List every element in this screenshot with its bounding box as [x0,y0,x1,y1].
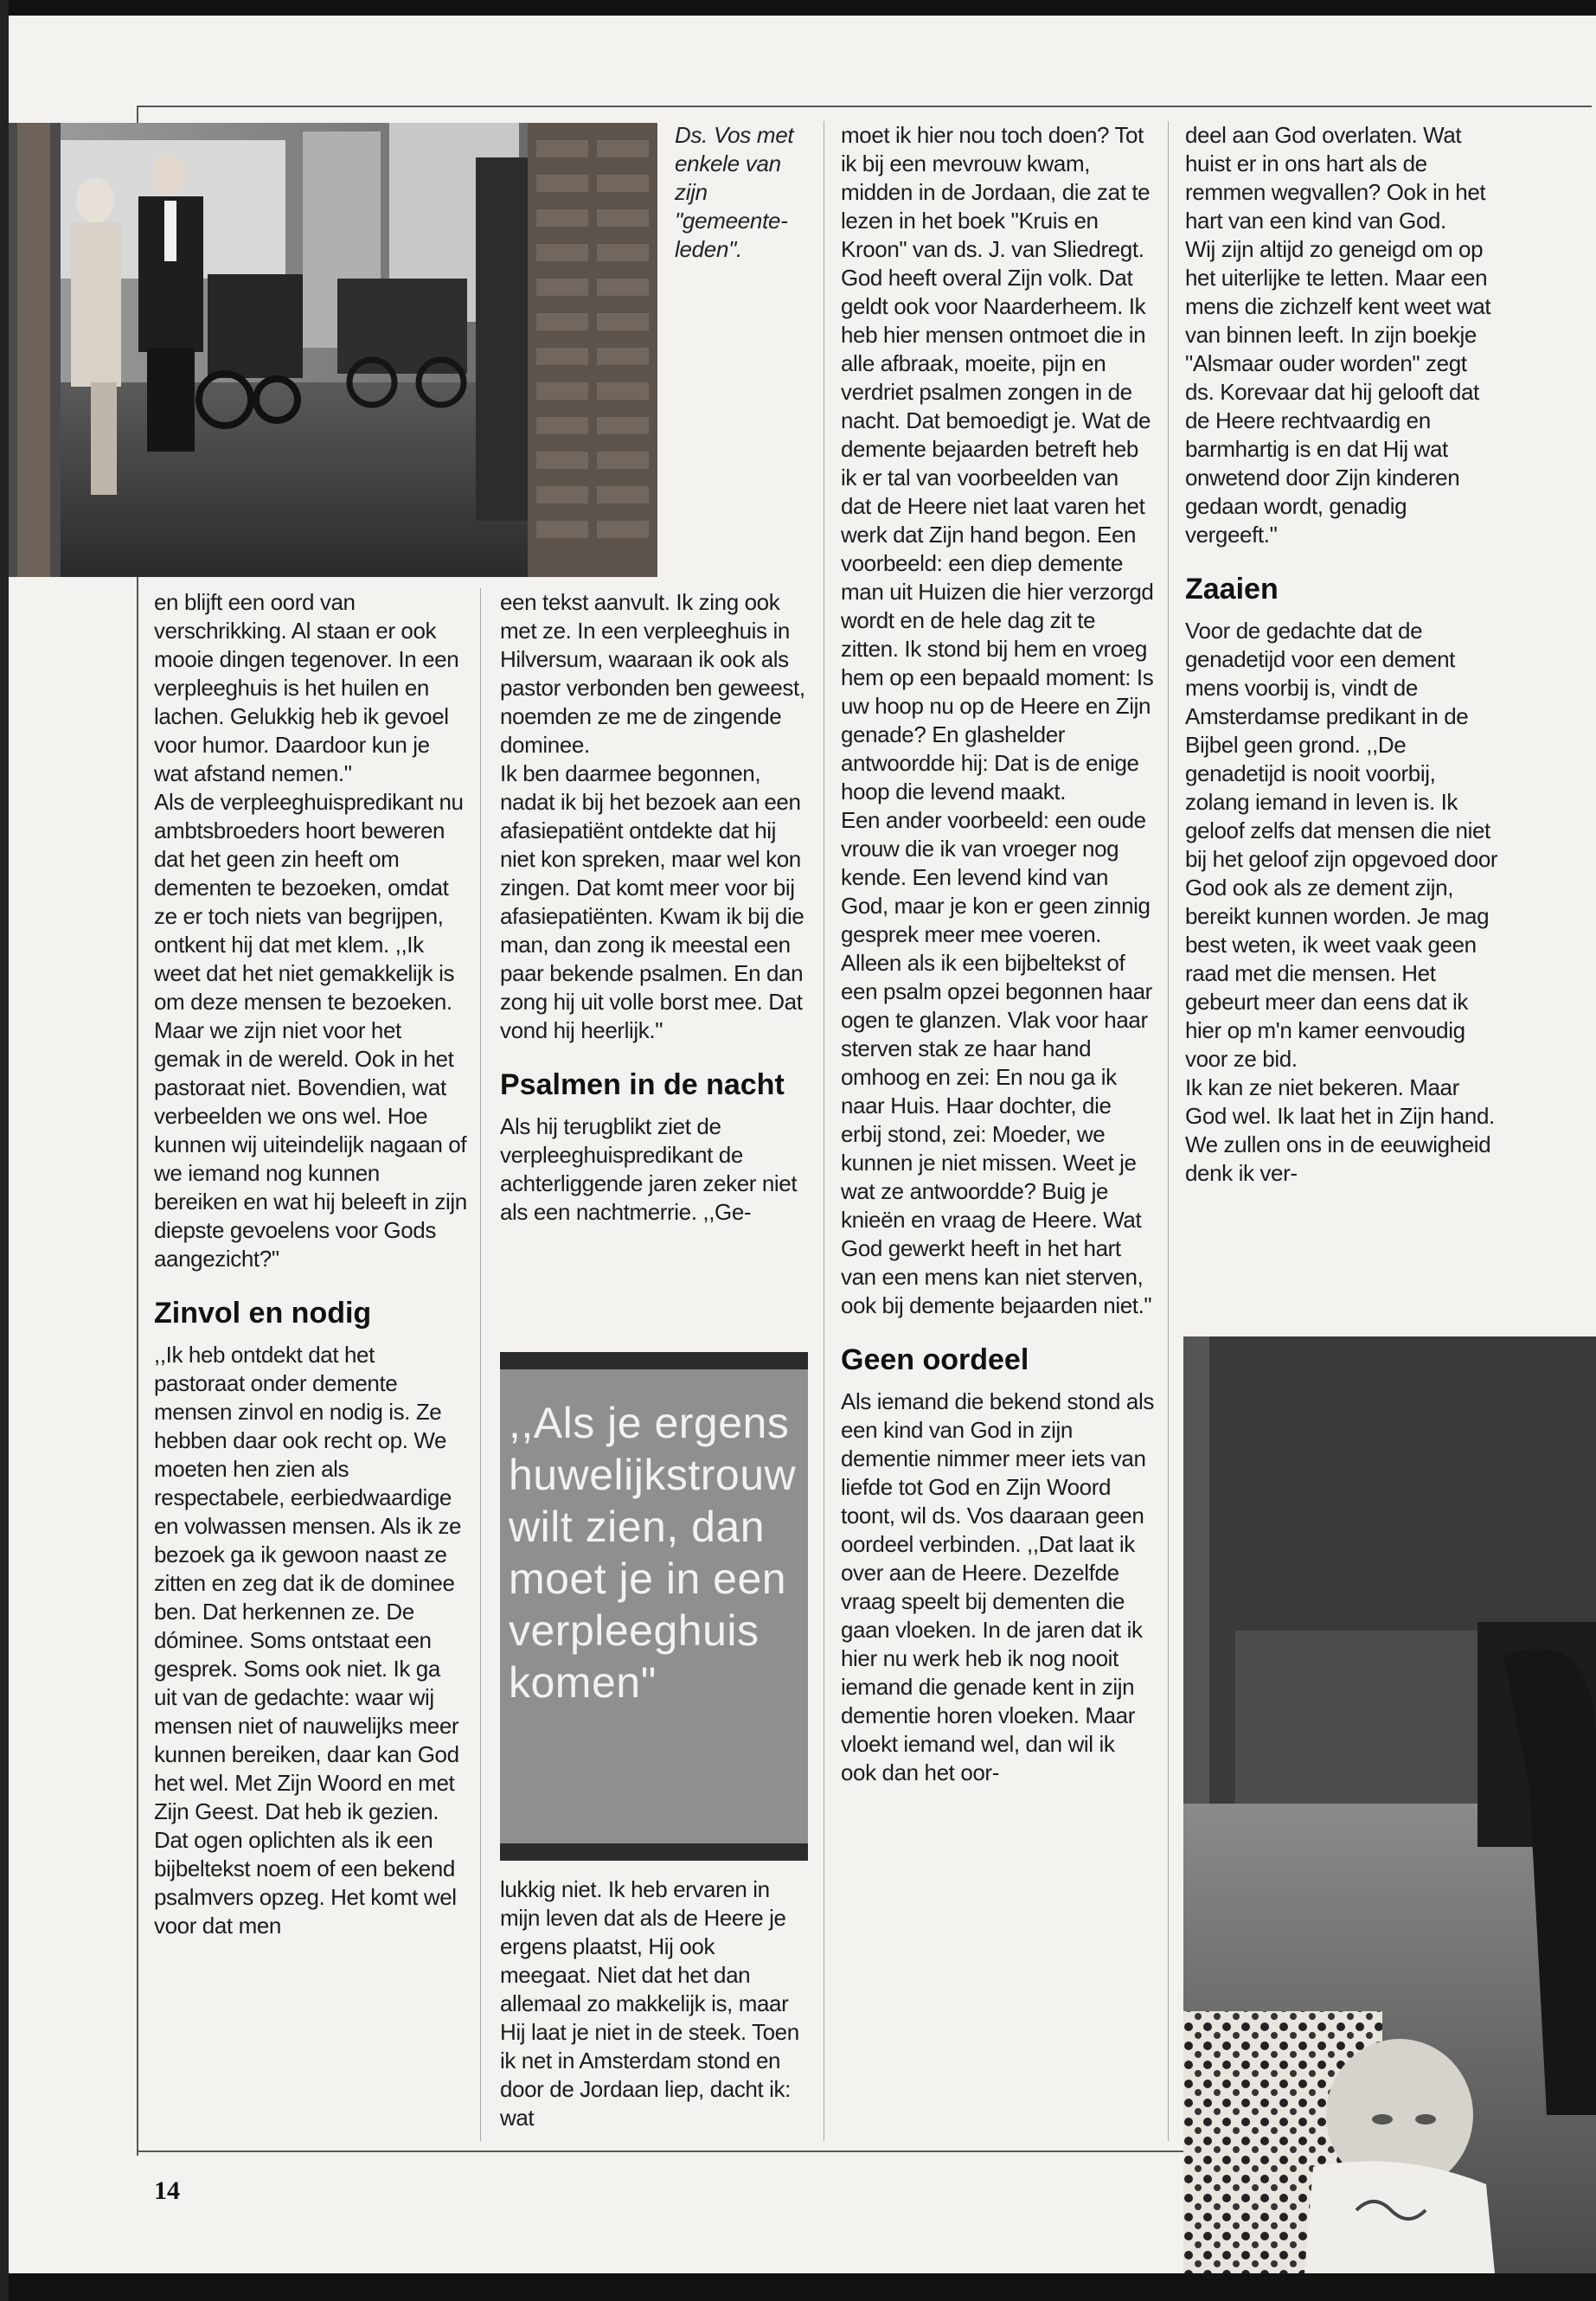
paragraph: ,,Ik heb ontdekt dat het pastoraat onder demente mensen zinvol en nodig is. Ze hebben daar ook recht op. We moeten hen zien als respectabele, eerbiedwaardige en volwassen mensen. Als ik ze bezoek ga ik gewoon naast ze zitten en zeg dat ik de dominee ben. Dat herkennen ze. De dóminee. Soms ontstaat een gesprek. Soms ook niet. Ik ga uit van de gedachte: waar wij mensen niet of nauwelijks meer kunnen bereiken, daar kan God het wel. Met Zijn Woord en met Zijn Geest. Dat heb ik gezien. Dat ogen oplichten als ik een bijbeltekst noem of een bekend psalmvers opzeg. Het komt wel voor dat men [154,1342,462,1939]
article-column-3 [841,121,1154,1787]
article-column-2 [500,588,811,1227]
section-heading: Zaaien [1185,573,1279,606]
section-heading: Geen oordeel [841,1343,1029,1376]
article-column-4 [1185,121,1498,1188]
bottom-photo-image [1183,1336,1596,2273]
photo-caption: Ds. Vos met enkele van zijn "gemeente-leden". [675,122,794,262]
article-column-1 [154,588,467,1940]
paragraph: Wij zijn altijd zo geneigd om op het uiterlijke te letten. Maar een mens die zichzelf kent weet wat van binnen leeft. In zijn boekje "Alsmaar ouder worden" zegt ds. Korevaar dat hij gelooft dat de Heere rechtvaardig en barmhartig is en dat Hij wat onwetend door Zijn kinderen gedaan wordt, genadig vergeeft." [1185,236,1491,548]
paragraph: lukkig niet. Ik heb ervaren in mijn leven dat als de Heere je ergens plaatst, Hij ook meegaat. Niet dat het dan allemaal zo makkelijk is, maar Hij laat je niet in de steek. Toen ik net in Amsterdam stond en door de Jordaan liep, dacht ik: wat [500,1876,799,2131]
paragraph: Een ander voorbeeld: een oude vrouw die ik van vroeger nog kende. Een levend kind van God, maar je kon er geen zinnig gesprek meer mee voeren. Alleen als ik een bijbeltekst of een psalm opzei begonnen haar ogen te glanzen. Vlak voor haar sterven stak ze haar hand omhoog en zei: En nou ga ik naar Huis. Haar dochter, die erbij stond, zei: Moeder, we kunnen je niet missen. Weet je wat ze antwoordde? Buig je knieën en vraag de Heere. Wat God gewerkt heeft in het hart van een mens kan niet sterven, ook bij demente bejaarden niet." [841,807,1152,1318]
paragraph: Voor de gedachte dat de genadetijd voor een dement mens voorbij is, vindt de Amsterdamse predikant in de Bijbel geen grond. ,,De genadetijd is nooit voorbij, zolang iemand in leven is. Ik geloof zelfs dat mensen die niet bij het geloof zijn opgevoed door God ook als ze dement zijn, bereikt kunnen worden. Je mag best weten, ik weet vaak geen raad met die mensen. Het gebeurt meer dan eens dat ik hier op m'n kamer eenvoudig voor ze bid. [1185,618,1498,1072]
paragraph: moet ik hier nou toch doen? Tot ik bij een mevrouw kwam, midden in de Jordaan, die zat te lezen in het boek "Kruis en Kroon" van ds. J. van Sliedregt. God heeft overal Zijn volk. Dat geldt ook voor Naarderheem. Ik heb hier mensen ontmoet die in alle afbraak, moeite, pijn en verdriet psalmen zongen in de nacht. Dat bemoedigt je. Wat de demente bejaarden betreft heb ik er tal van voorbeelden van dat de Heere niet laat varen het werk dat Zijn hand begon. Een voorbeeld: een diep demente man uit Huizen die hier verzorgd wordt en de hele dag zit te zitten. Ik stond bij hem en vroeg hem op een bepaald moment: Is uw hoop nu op de Heere en Zijn genade? En glashelder antwoordde hij: Dat is de enige hoop die levend maakt. [841,122,1154,804]
scan-edge-left [0,0,9,2301]
paragraph: een tekst aanvult. Ik zing ook met ze. In een verpleeghuis in Hilversum, waaraan ik ook als pastor verbonden ben geweest, noemden ze me de zingende dominee. [500,589,805,758]
paragraph: en blijft een oord van verschrikking. Al staan er ook mooie dingen tegenover. In een verpleeghuis is het huilen en lachen. Gelukkig heb ik gevoel voor humor. Daardoor kun je wat afstand nemen." [154,589,459,786]
bottom-rule [137,2150,1183,2152]
paragraph: Als hij terugblikt ziet de verpleeghuispredikant de achterliggende jaren zeker niet als een nachtmerrie. ,,Ge- [500,1113,798,1225]
top-rule [138,106,1592,107]
column-rule-1 [480,588,481,2141]
section-heading: Psalmen in de nacht [500,1068,785,1101]
pull-quote [500,1352,808,1861]
section-heading: Zinvol en nodig [154,1297,372,1330]
paragraph: Ik kan ze niet bekeren. Maar God wel. Ik laat het in Zijn hand. We zullen ons in de eeuwigheid denk ik ver- [1185,1074,1495,1186]
paragraph: Ik ben daarmee begonnen, nadat ik bij het bezoek aan een afasiepatiënt ontdekte dat hij niet kon spreken, maar wel kon zingen. Dat komt meer voor bij afasiepatiënten. Kwam ik bij die man, dan zong ik meestal een paar bekende psalmen. En dan zong hij uit volle borst mee. Dat vond hij heerlijk." [500,760,804,1043]
scan-edge-top [0,0,1596,16]
paragraph: Als de verpleeghuispredikant nu ambtsbroeders hoort beweren dat het geen zin heeft om dementen te bezoeken, omdat ze er toch niets van begrijpen, ontkent hij dat met klem. ,,Ik weet dat het niet gemakkelijk is om deze mensen te bezoeken. Maar we zijn niet voor het gemak in de wereld. Ook in het pastoraat niet. Bovendien, wat verbeelden we ons wel. Hoe kunnen wij uiteindelijk nagaan of we iemand nog kunnen bereiken en wat hij beleeft in zijn diepste gevoelens voor Gods aangezicht?" [154,789,467,1272]
paragraph: deel aan God overlaten. Wat huist er in ons hart als de remmen wegvallen? Ook in het hart van een kind van God. [1185,122,1486,234]
page-number: 14 [154,2176,180,2205]
scan-edge-bottom [0,2273,1596,2301]
column-rule-3 [1168,121,1169,2141]
bottom-photo [1183,1336,1596,2273]
article-column-2-continued [500,1875,811,2132]
paragraph: Als iemand die bekend stond als een kind van God in zijn dementie nimmer meer iets van liefde tot God en Zijn Woord toont, wil ds. Vos daaraan geen oordeel verbinden. ,,Dat laat ik over aan de Heere. Dezelfde vraag speelt bij dementen die gaan vloeken. In de jaren dat ik hier nu werk heb ik nog nooit iemand die genade kent in zijn dementie horen vloeken. Maar vloekt iemand wel, dan wil ik ook dan het oor- [841,1388,1154,1785]
top-photo-image [9,123,657,577]
top-photo [9,123,657,577]
pull-quote-text: ,,Als je ergens huwelijkstrouw wilt zien, dan moet je in een verpleeghuis komen" [509,1399,797,1707]
